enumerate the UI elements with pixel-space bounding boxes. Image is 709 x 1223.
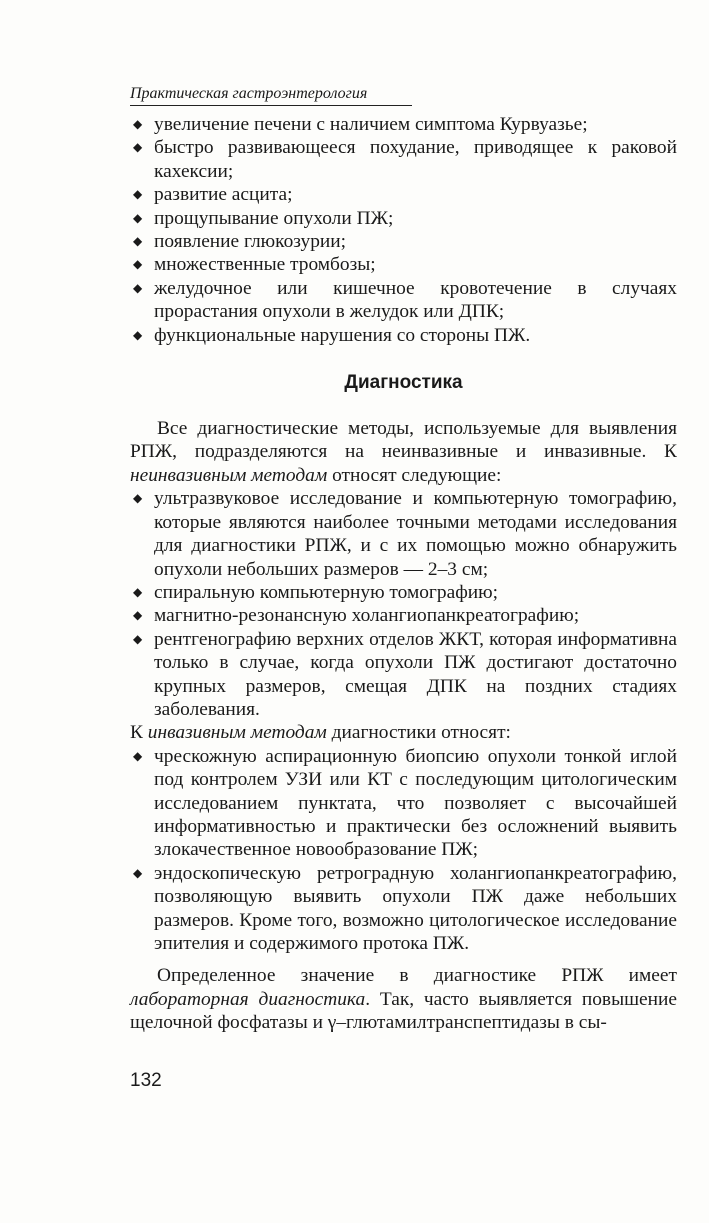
list-item: ◆ желудочное или кишечное кровотечение в случаях прорастания опухоли в желудок или ДПК;: [130, 277, 677, 324]
intro-paragraph: [130, 417, 677, 487]
noninvasive-list: [130, 487, 677, 721]
list-item: ◆ рентгенографию верхних отделов ЖКТ, которая информативна только в случае, когда опухоли ПЖ достигают достаточно крупных размеров, смещая ДПК на поздних стадиях заболевания.: [130, 628, 677, 722]
list-item: ◆ быстро развивающееся похудание, приводящее к раковой кахексии;: [130, 136, 677, 183]
invasive-lead-pre: К: [130, 722, 148, 744]
page-number: 132: [130, 1070, 162, 1091]
intro-text: Все диагностические методы, используемые для выявления РПЖ, подразделяются на неинвазивные и инвазивные.: [130, 418, 677, 463]
final-text-pre: Определенное значение в диагностике РПЖ имеет: [157, 965, 677, 987]
invasive-term: инвазивным методам: [147, 722, 327, 744]
list-item: ◆ чрескожную аспирационную биопсию опухоли тонкой иглой под контролем УЗИ или КТ с последующим цитологическим исследованием пунктата, что позволяет с высочайшей информативностью и практически без осложнений выявить злокачественное новообразование ПЖ;: [130, 745, 677, 862]
noninvasive-term: неинвазивным методам: [130, 464, 328, 486]
invasive-lead: [130, 721, 677, 744]
list-item: ◆ ультразвуковое исследование и компьютерную томографию, которые являются наиболее точными методами исследования для диагностики РПЖ, и с их помощью можно обнаружить опухоли небольших размеров — 2–3 см;: [130, 487, 677, 581]
list-item: ◆ спиральную компьютерную томографию;: [130, 581, 677, 604]
noninvasive-lead-post: относят следующие:: [327, 464, 502, 486]
final-text-post: . Так, часто выявляется повышение щелочной фосфатазы и γ–глютамилтранспептидазы в сы-: [130, 988, 677, 1034]
list-item: ◆ появление глюкозурии;: [130, 230, 677, 253]
list-item: ◆ прощупывание опухоли ПЖ;: [130, 207, 677, 230]
section-title: Диагностика: [344, 372, 463, 394]
invasive-list: [130, 745, 677, 956]
list-item: ◆ функциональные нарушения со стороны ПЖ.: [130, 324, 677, 347]
list-item: ◆ развитие асцита;: [130, 183, 677, 206]
list-item: ◆ магнитно-резонансную холангиопанкреатографию;: [130, 604, 677, 627]
list-item: ◆ эндоскопическую ретроградную холангиопанкреатографию, позволяющую выявить опухоли ПЖ даже небольших размеров. Кроме того, возможно цитологическое исследование эпителия и содержимого протока ПЖ.: [130, 862, 677, 956]
list-item: ◆ множественные тромбозы;: [130, 253, 677, 276]
invasive-lead-post: диагностики относят:: [326, 722, 511, 744]
running-head: Практическая гастроэнтерология: [130, 84, 412, 106]
list-item: ◆ увеличение печени с наличием симптома Курвуазье;: [130, 113, 677, 136]
noninvasive-lead-pre: К: [664, 441, 677, 463]
final-paragraph: [130, 964, 677, 1034]
page-body: [130, 113, 677, 1035]
lab-diagnostics-term: лабораторная диагностика: [130, 988, 366, 1010]
symptom-list: [130, 113, 677, 347]
